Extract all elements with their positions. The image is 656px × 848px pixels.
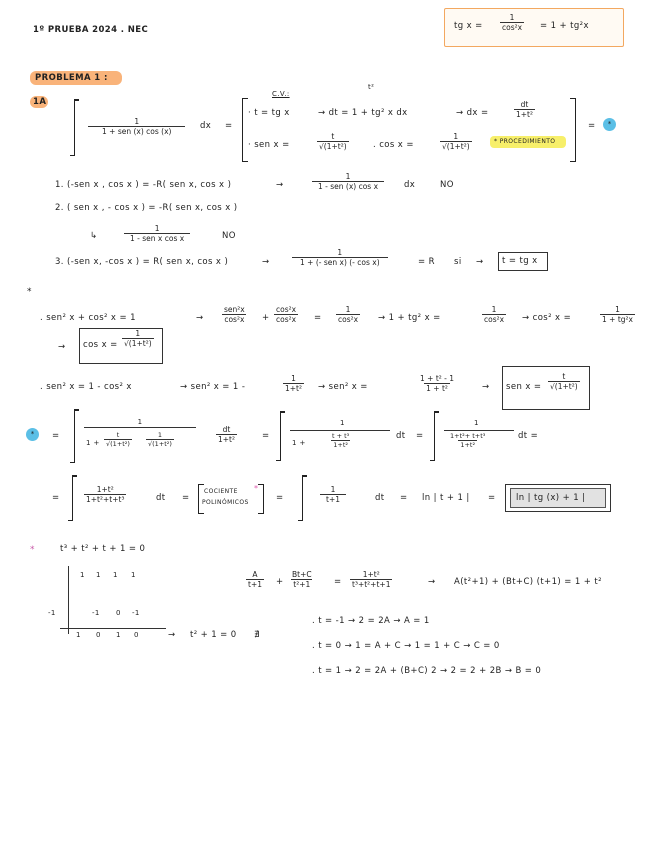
int-c-den-num: 1+t²+ t+t³	[450, 432, 486, 440]
ruffini-mid-2: 0	[116, 609, 121, 617]
int-a-dt-den: 1+t²	[218, 435, 236, 444]
ruffini-vline	[68, 566, 69, 634]
problem-label: PROBLEMA 1 :	[35, 73, 108, 83]
test-1-fraction	[312, 172, 384, 191]
test-3: 3. (-sen x, -cos x ) = R( sen x, cos x )	[55, 257, 229, 267]
int-a-den-f1-num: t	[116, 431, 120, 439]
int-eq7: =	[400, 493, 408, 503]
box-sin-fraction	[548, 372, 580, 391]
int-eq8: =	[488, 493, 496, 503]
int-a-den-f2-num: 1	[157, 431, 163, 439]
int-a-den-f2	[146, 431, 174, 448]
pf-b-den: t²+1	[293, 580, 311, 589]
test-1: 1. (-sen x , cos x ) = -R( sen x, cos x )	[55, 180, 232, 190]
cosx-num: 1	[453, 132, 459, 141]
int-b-den-f-den: 1+t²	[333, 441, 349, 449]
int-d-fraction	[84, 485, 126, 504]
deriv-f1-den: cos²x	[224, 315, 245, 324]
int-b-den-f-num: t + t³	[332, 432, 350, 440]
deriv-f2	[274, 305, 298, 324]
cociente-bracket-r	[258, 484, 264, 514]
ruffini-mid-3: -1	[132, 609, 140, 617]
sub1-b: → dt = 1 + tg² x dx	[318, 108, 408, 118]
sub2-a: · sen x =	[248, 140, 290, 150]
marker-dot-2: *	[26, 428, 39, 441]
deriv-f2-den: cos²x	[276, 315, 297, 324]
identity-num: 1	[509, 13, 515, 22]
deriv-l3-g	[418, 374, 456, 393]
int-d-dt: dt	[156, 493, 166, 503]
part-label: 1A	[33, 97, 47, 107]
deriv-f3	[336, 305, 360, 324]
cociente-star: *	[254, 484, 258, 493]
int-d-den: 1+t²+t+t³	[86, 495, 125, 504]
deriv-f5-num: 1	[615, 305, 620, 314]
integral-sign-4	[434, 412, 435, 460]
star-marker-2: *	[30, 545, 35, 555]
deriv-arrow2: → 1 + tg² x =	[378, 313, 441, 323]
page-title: 1º PRUEBA 2024 . NEC	[33, 25, 149, 35]
deriv-l3: . sen² x = 1 - cos² x	[40, 382, 132, 392]
test-3-eq: = R	[418, 257, 435, 267]
identity-rhs: = 1 + tg²x	[540, 21, 589, 31]
ruffini-no: ∄	[254, 630, 260, 640]
box-cos-num: 1	[135, 329, 141, 338]
marker-dot-1: *	[603, 118, 616, 131]
deriv-l3-b: → sen² x = 1 -	[180, 382, 246, 392]
sinx-fraction	[317, 132, 349, 151]
int-eq3: =	[416, 431, 424, 441]
int-c-den-den: 1+t²	[460, 441, 476, 449]
identity-lhs: tg x =	[454, 21, 483, 31]
identity-fraction	[500, 13, 524, 32]
pf-a	[246, 570, 264, 589]
test-2-result: NO	[222, 231, 236, 241]
pf-a-num: A	[252, 570, 258, 579]
deriv-l3-f-den: 1+t²	[285, 384, 303, 393]
test-3-fraction	[292, 248, 388, 267]
int-eq6: =	[276, 493, 284, 503]
cv-label: C.V.:	[272, 90, 290, 98]
intro-fraction	[88, 117, 185, 136]
box-sin-den: √(1+t²)	[550, 382, 578, 391]
int-eq5: =	[182, 493, 190, 503]
deriv-l3-f	[283, 374, 304, 393]
int-eq2: =	[262, 431, 270, 441]
test-1-den: 1 - sen (x) cos x	[312, 181, 384, 191]
deriv-f5-den: 1 + tg²x	[602, 315, 633, 324]
deriv-f3-num: 1	[345, 305, 351, 314]
test-3-box-text: t = tg x	[502, 256, 538, 266]
pf-c-den: t³+t²+t+1	[352, 580, 391, 589]
cosx-den: √(1+t²)	[442, 142, 470, 151]
pf-c-num: 1+t²	[362, 570, 380, 579]
int-c-den	[448, 432, 487, 449]
intro-eq2: =	[588, 121, 596, 131]
cosx-fraction	[440, 132, 472, 151]
int-b-den-pre: 1 +	[292, 439, 306, 447]
box-cos-den: √(1+t²)	[124, 339, 152, 348]
procedure-note: * PROCEDIMIENTO	[494, 138, 556, 145]
test-3-arrow2: →	[476, 257, 484, 267]
test-3-arrow: →	[262, 257, 270, 267]
int-d-num: 1+t²	[96, 485, 114, 494]
case-1: . t = -1 → 2 = 2A → A = 1	[312, 616, 430, 626]
integral-sign-6	[302, 476, 303, 520]
int-c-num: 1	[474, 419, 479, 427]
integral-sign-5	[72, 476, 73, 520]
dx-den: 1+t²	[516, 110, 534, 119]
dx-num: dt	[520, 100, 529, 109]
ruffini-bot-1: 1	[76, 631, 81, 639]
cociente-1: COCIENTE	[204, 488, 238, 495]
int-a-den-f2-den: √(1+t²)	[148, 440, 172, 448]
deriv-l3-c: → sen² x =	[318, 382, 368, 392]
deriv-l3-arrow: →	[482, 382, 490, 392]
pf-c	[350, 570, 392, 589]
test-3-num: 1	[337, 248, 343, 257]
star-marker-1: *	[27, 287, 32, 297]
int-a-dt	[216, 425, 237, 444]
int-a-den-f1-den: √(1+t²)	[106, 440, 130, 448]
deriv-l2-arrow: →	[58, 342, 66, 352]
poly: t³ + t² + t + 1 = 0	[60, 544, 146, 554]
deriv-f2-num: cos²x	[276, 305, 297, 314]
ruffini-mid-1: -1	[92, 609, 100, 617]
identity-den: cos²x	[502, 23, 523, 32]
test-3-den: 1 + (- sen x) (- cos x)	[292, 257, 388, 267]
deriv-f1	[222, 305, 247, 324]
test-2-num: 1	[154, 224, 160, 233]
intro-den: 1 + sen (x) cos (x)	[88, 126, 185, 136]
deriv-f4	[482, 305, 506, 324]
int-b-num: 1	[340, 419, 345, 427]
deriv-eq: =	[314, 313, 322, 323]
int-e-dt: dt	[375, 493, 385, 503]
deriv-l1: . sen² x + cos² x = 1	[40, 313, 136, 323]
pf-a-den: t+1	[248, 580, 262, 589]
deriv-f1-num: sen²x	[224, 305, 245, 314]
sub1-arrow: → dx =	[456, 108, 489, 118]
ruffini-hline	[60, 628, 166, 629]
deriv-f3-den: cos²x	[338, 315, 359, 324]
result-text: ln | tg (x) + 1 |	[516, 493, 586, 503]
int-eq: =	[52, 431, 60, 441]
intro-dx: dx	[200, 121, 212, 131]
ruffini-top-4: 1	[131, 571, 136, 579]
deriv-f4-num: 1	[491, 305, 497, 314]
ruffini-top-1: 1	[80, 571, 85, 579]
int-a-dt-num: dt	[222, 425, 231, 434]
int-a-den-pre: 1 +	[86, 439, 100, 447]
deriv-plus: +	[262, 313, 270, 323]
dx-fraction	[514, 100, 535, 119]
ruffini-arrow: →	[168, 630, 176, 640]
deriv-l3-g-num: 1 + t² - 1	[420, 374, 455, 383]
case-3: . t = 1 → 2 = 2A + (B+C) 2 → 2 = 2 + 2B → B = 0	[312, 666, 542, 676]
pf-rhs: A(t²+1) + (Bt+C) (t+1) = 1 + t²	[454, 577, 602, 587]
int-b-den-f	[330, 432, 351, 449]
ruffini-bot-4: 0	[134, 631, 139, 639]
t2-overbrace: t²	[368, 83, 375, 91]
bracket-right	[570, 98, 576, 162]
sinx-den: √(1+t²)	[319, 142, 347, 151]
sinx-num: t	[331, 132, 335, 141]
int-c-line	[444, 430, 514, 431]
pf-b	[290, 570, 314, 589]
ruffini-bot-2: 0	[96, 631, 101, 639]
pf-eq: =	[334, 577, 342, 587]
int-e-num: 1	[330, 485, 336, 494]
case-2: . t = 0 → 1 = A + C → 1 = 1 + C → C = 0	[312, 641, 500, 651]
pf-plus: +	[276, 577, 284, 587]
box-sin-label: sen x =	[506, 382, 542, 392]
ruffini-top-3: 1	[113, 571, 118, 579]
cosx-label: . cos x =	[373, 140, 414, 150]
test-1-num: 1	[345, 172, 351, 181]
ruffini-result: t² + 1 = 0	[190, 630, 237, 640]
int-a-den-f1	[104, 431, 132, 448]
int-a-fraction	[84, 418, 196, 429]
int-b-dt: dt	[396, 431, 406, 441]
deriv-f5	[600, 305, 635, 324]
test-1-dx: dx	[404, 180, 416, 190]
ruffini-top-2: 1	[96, 571, 101, 579]
integral-sign-3	[280, 412, 281, 460]
box-cos-label: cos x =	[83, 340, 118, 350]
int-eq4: =	[52, 493, 60, 503]
sub1-a: · t = tg x	[248, 108, 290, 118]
cociente-2: POLINÓMICOS	[202, 499, 249, 506]
deriv-arrow3: → cos² x =	[522, 313, 572, 323]
int-b-line	[290, 430, 390, 431]
test-1-arrow: →	[276, 180, 284, 190]
test-1-result: NO	[440, 180, 454, 190]
intro-num: 1	[134, 117, 140, 126]
test-2-fraction	[124, 224, 190, 243]
box-cos-fraction	[122, 329, 154, 348]
test-2-arrow: ↳	[90, 231, 98, 241]
int-c-dt: dt =	[518, 431, 539, 441]
pf-b-num: Bt+C	[292, 570, 312, 579]
test-2-den: 1 - sen x cos x	[124, 233, 190, 243]
int-a-num: 1	[137, 418, 143, 426]
deriv-l1-arrow: →	[196, 313, 204, 323]
box-sin-num: t	[562, 372, 566, 381]
test-2: 2. ( sen x , - cos x ) = -R( sen x, cos x )	[55, 203, 238, 213]
intro-eq: =	[225, 121, 233, 131]
deriv-f4-den: cos²x	[484, 315, 505, 324]
integral-sign-1	[74, 100, 75, 155]
int-e-fraction	[320, 485, 346, 504]
integral-sign-2	[74, 410, 75, 462]
ruffini-bot-3: 1	[116, 631, 121, 639]
test-3-si: si	[454, 257, 462, 267]
deriv-l3-g-den: 1 + t²	[426, 384, 448, 393]
int-a-line	[84, 427, 196, 428]
ruffini-root: -1	[48, 609, 56, 617]
pf-arrow: →	[428, 577, 436, 587]
int-ln: ln | t + 1 |	[422, 493, 470, 503]
int-e-den: t+1	[320, 494, 346, 504]
deriv-l3-f-num: 1	[291, 374, 296, 383]
